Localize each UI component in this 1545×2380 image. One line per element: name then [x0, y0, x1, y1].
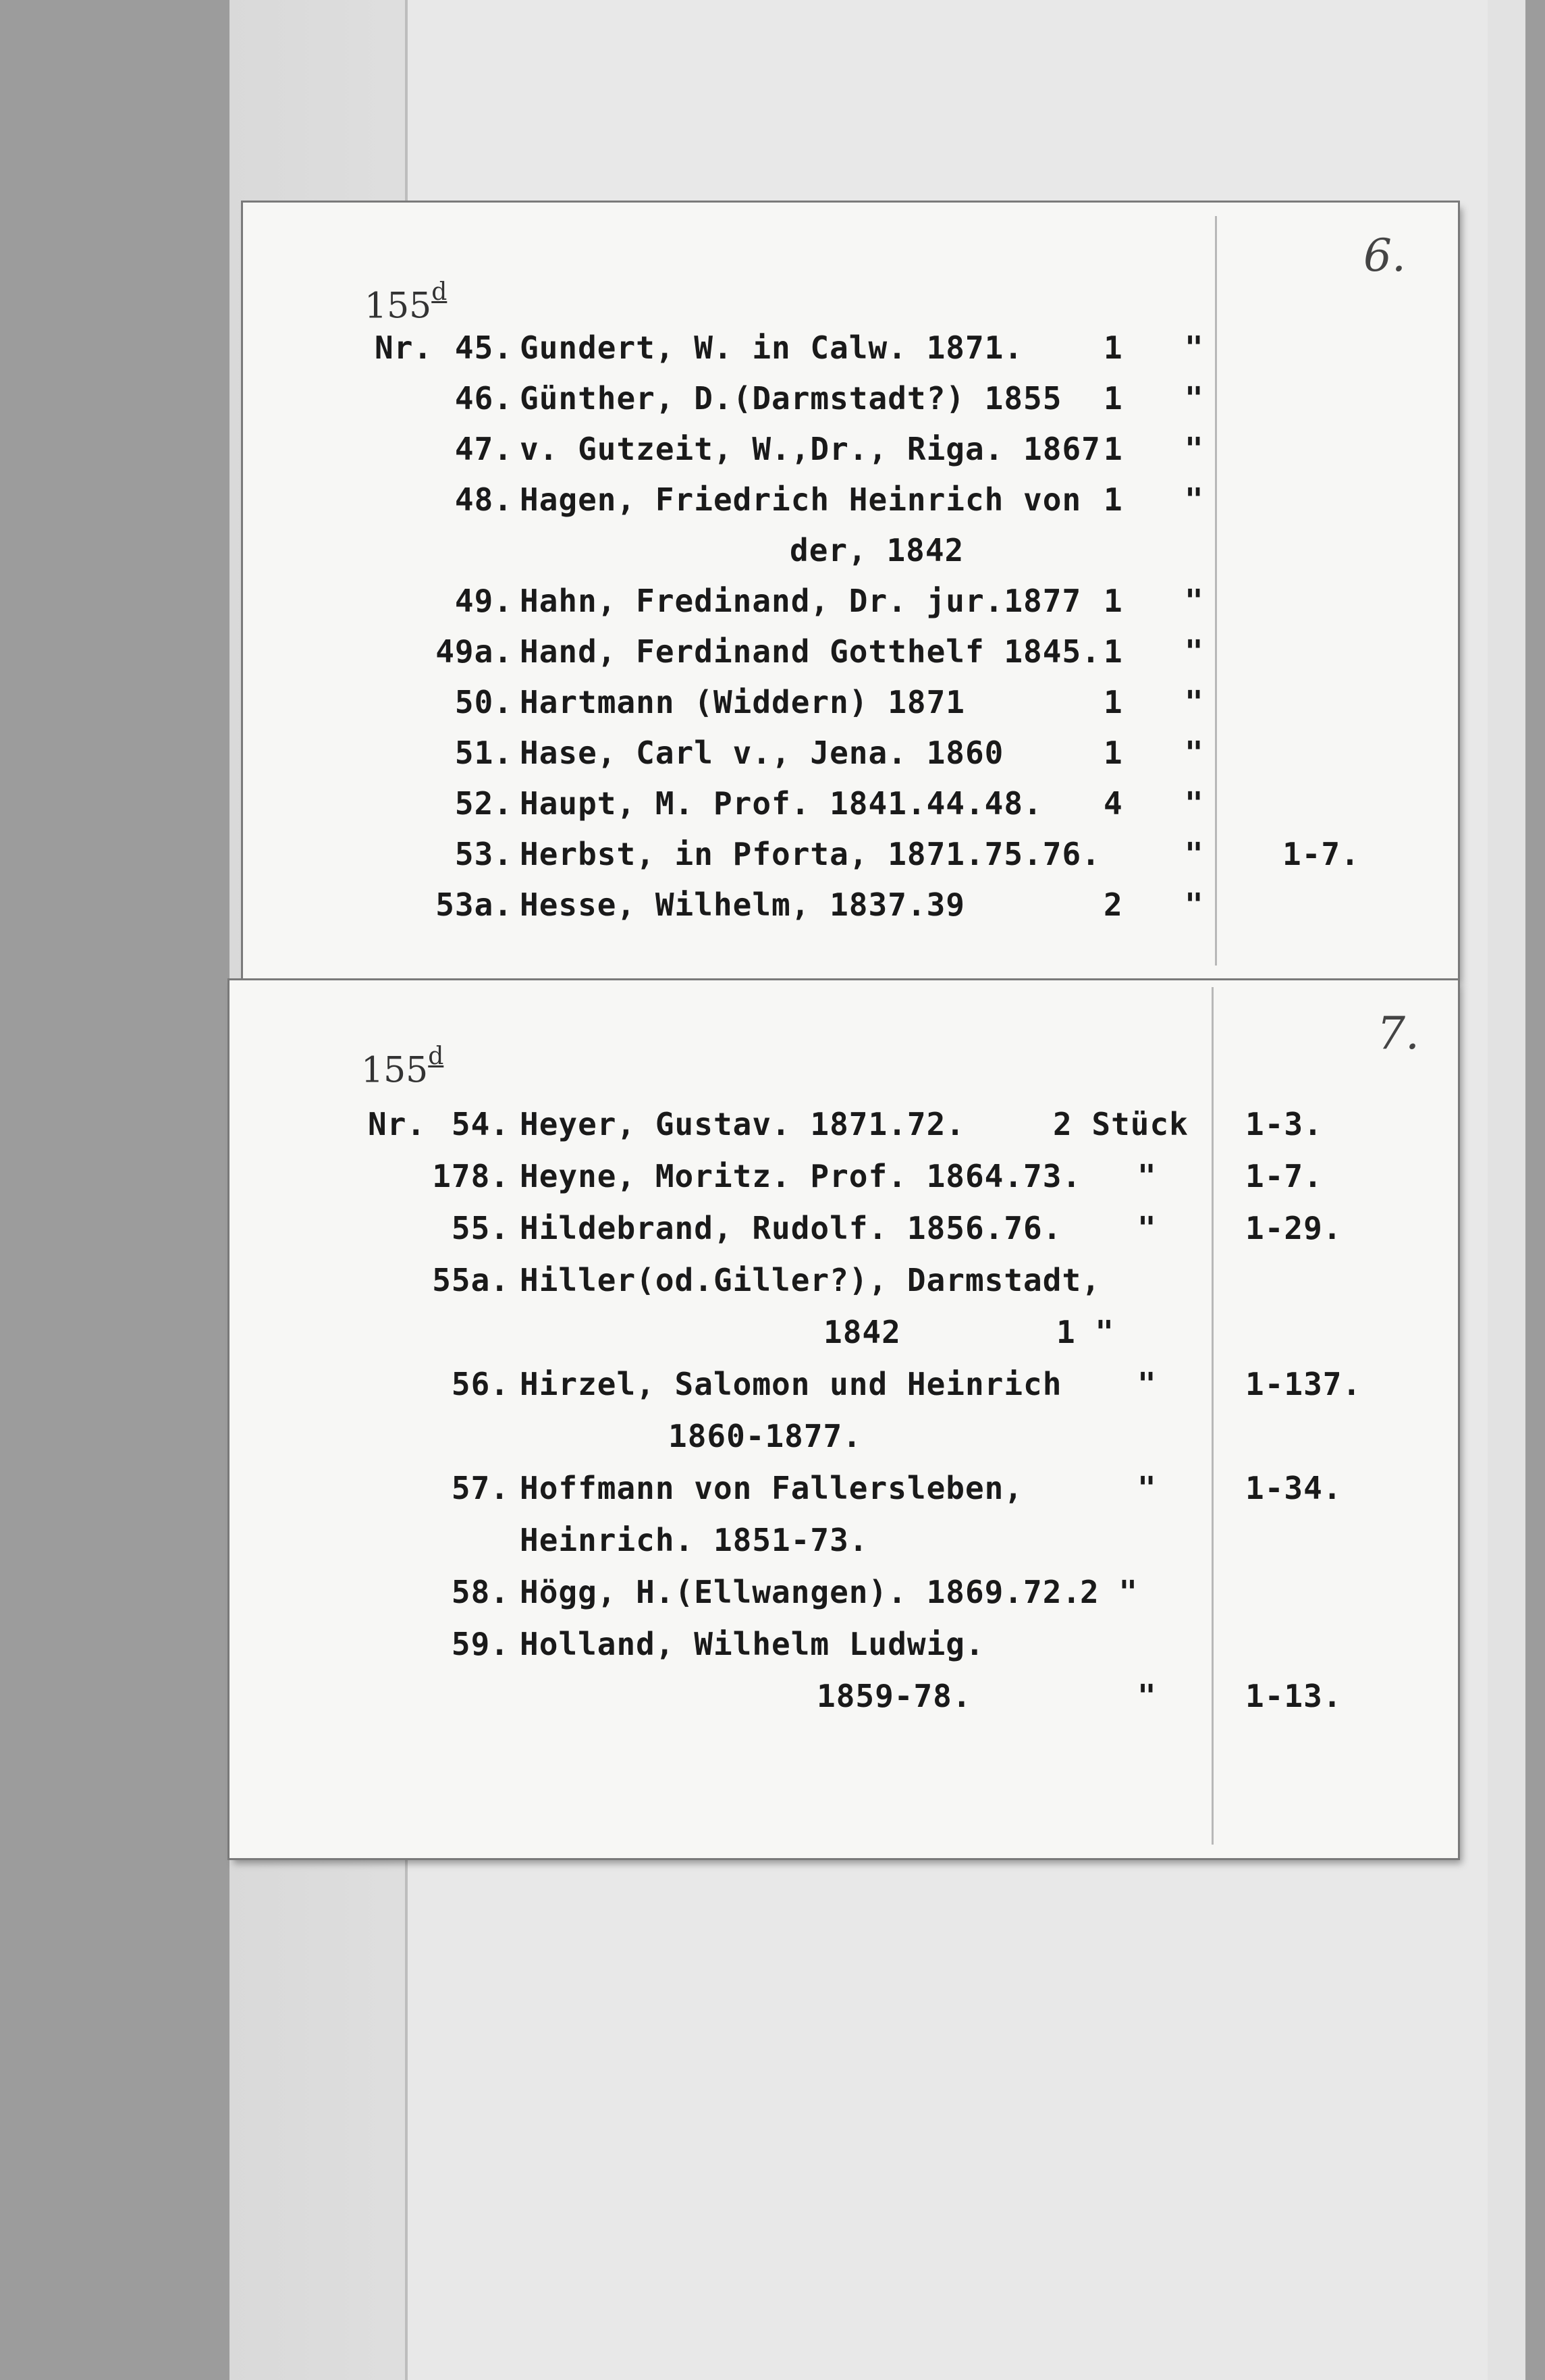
entry-text: 1859-78.: [817, 1678, 972, 1714]
shelf-signature: 155$^d$: [361, 1042, 444, 1091]
entry-number: 57.: [451, 1470, 510, 1506]
shelf-signature: 155$^d$: [364, 278, 448, 327]
entry-number: 50.: [454, 684, 513, 720]
entry-ditto: ": [1185, 481, 1204, 518]
entry-text: Heinrich. 1851-73.: [520, 1522, 869, 1558]
entry-number: 47.: [454, 431, 513, 467]
entry-count: 1: [1104, 684, 1123, 720]
entry-count: 1: [1104, 583, 1123, 619]
entry-text: Hase, Carl v., Jena. 1860: [520, 735, 1004, 771]
entry-number: 48.: [454, 481, 513, 518]
entry-count: 1: [1104, 633, 1123, 670]
entry-text: der, 1842: [790, 532, 965, 568]
entry-text: Herbst, in Pforta, 1871.75.76.: [520, 836, 1101, 872]
entry-text: Holland, Wilhelm Ludwig.: [520, 1626, 985, 1662]
entry-text: 1842: [823, 1314, 901, 1350]
entry-text: Hoffmann von Fallersleben,: [520, 1470, 1024, 1506]
entry-number: 51.: [454, 735, 513, 771]
entry-ditto: ": [1185, 785, 1204, 822]
entry-number: 53a.: [435, 887, 513, 923]
entry-ditto: ": [1185, 329, 1204, 366]
entry-number: 56.: [451, 1366, 510, 1402]
entry-count: 2 ": [1080, 1574, 1139, 1610]
entry-text: Hand, Ferdinand Gotthelf 1845.: [520, 633, 1101, 670]
entry-range: 1-3.: [1245, 1106, 1323, 1142]
entry-text: Haupt, M. Prof. 1841.44.48.: [520, 785, 1043, 822]
entry-text: 1860-1877.: [668, 1418, 862, 1454]
entry-text: Hiller(od.Giller?), Darmstadt,: [520, 1262, 1101, 1298]
entry-text: Heyer, Gustav. 1871.72.: [520, 1106, 965, 1142]
index-card-7: [229, 980, 1458, 1858]
entry-ditto: ": [1185, 735, 1204, 771]
entry-number: 58.: [451, 1574, 510, 1610]
entry-text: Heyne, Moritz. Prof. 1864.73.: [520, 1158, 1082, 1194]
entry-count: 4: [1104, 785, 1123, 822]
entry-count: ": [1137, 1470, 1157, 1506]
card-number: 6.: [1363, 230, 1406, 282]
entry-number: 46.: [454, 380, 513, 417]
entry-range: 1-34.: [1245, 1470, 1343, 1506]
entry-number: 45.: [454, 329, 513, 366]
entry-count: 1: [1104, 735, 1123, 771]
entry-number: 178.: [432, 1158, 510, 1194]
entry-number: 49.: [454, 583, 513, 619]
entry-text: Hartmann (Widdern) 1871: [520, 684, 965, 720]
entry-count: 1: [1104, 329, 1123, 366]
entry-ditto: ": [1185, 684, 1204, 720]
entry-ditto: ": [1185, 836, 1204, 872]
entry-number: 55a.: [432, 1262, 510, 1298]
entry-range: 1-137.: [1245, 1366, 1362, 1402]
nr-label: Nr.: [368, 1106, 427, 1142]
entry-count: 1 ": [1056, 1314, 1115, 1350]
entry-text: Hagen, Friedrich Heinrich von: [520, 481, 1082, 518]
card-ruling-line: [1215, 216, 1217, 966]
entry-text: Hahn, Fredinand, Dr. jur.1877: [520, 583, 1082, 619]
entry-count: ": [1137, 1366, 1157, 1402]
entry-number: 54.: [451, 1106, 510, 1142]
entry-count: ": [1137, 1678, 1157, 1714]
entry-number: 49a.: [435, 633, 513, 670]
entry-count: ": [1137, 1158, 1157, 1194]
entry-ditto: ": [1185, 431, 1204, 467]
entry-text: Högg, H.(Ellwangen). 1869.72.: [520, 1574, 1082, 1610]
entry-count: 2 Stück: [1053, 1106, 1189, 1142]
entry-ditto: ": [1185, 633, 1204, 670]
entry-range: 1-13.: [1245, 1678, 1343, 1714]
entry-number: 55.: [451, 1210, 510, 1246]
entry-ditto: ": [1185, 583, 1204, 619]
entry-text: Günther, D.(Darmstadt?) 1855: [520, 380, 1062, 417]
index-card-6: [243, 203, 1458, 979]
entry-text: Hildebrand, Rudolf. 1856.76.: [520, 1210, 1062, 1246]
nr-label: Nr.: [375, 329, 433, 366]
entry-range: 1-7.: [1245, 1158, 1323, 1194]
entry-number: 53.: [454, 836, 513, 872]
entry-ditto: ": [1185, 887, 1204, 923]
entry-count: ": [1137, 1210, 1157, 1246]
entry-count: 2: [1104, 887, 1123, 923]
entry-text: Hirzel, Salomon und Heinrich: [520, 1366, 1062, 1402]
entry-range: 1-7.: [1282, 836, 1360, 872]
entry-number: 59.: [451, 1626, 510, 1662]
card-number: 7.: [1377, 1007, 1419, 1059]
entry-text: Hesse, Wilhelm, 1837.39: [520, 887, 965, 923]
entry-range: 1-29.: [1245, 1210, 1343, 1246]
entry-count: 1: [1104, 481, 1123, 518]
card-ruling-line: [1212, 987, 1214, 1845]
entry-ditto: ": [1185, 380, 1204, 417]
entry-count: 1: [1104, 431, 1123, 467]
entry-text: Gundert, W. in Calw. 1871.: [520, 329, 1024, 366]
entry-text: v. Gutzeit, W.,Dr., Riga. 1867: [520, 431, 1101, 467]
entry-number: 52.: [454, 785, 513, 822]
entry-count: 1: [1104, 380, 1123, 417]
